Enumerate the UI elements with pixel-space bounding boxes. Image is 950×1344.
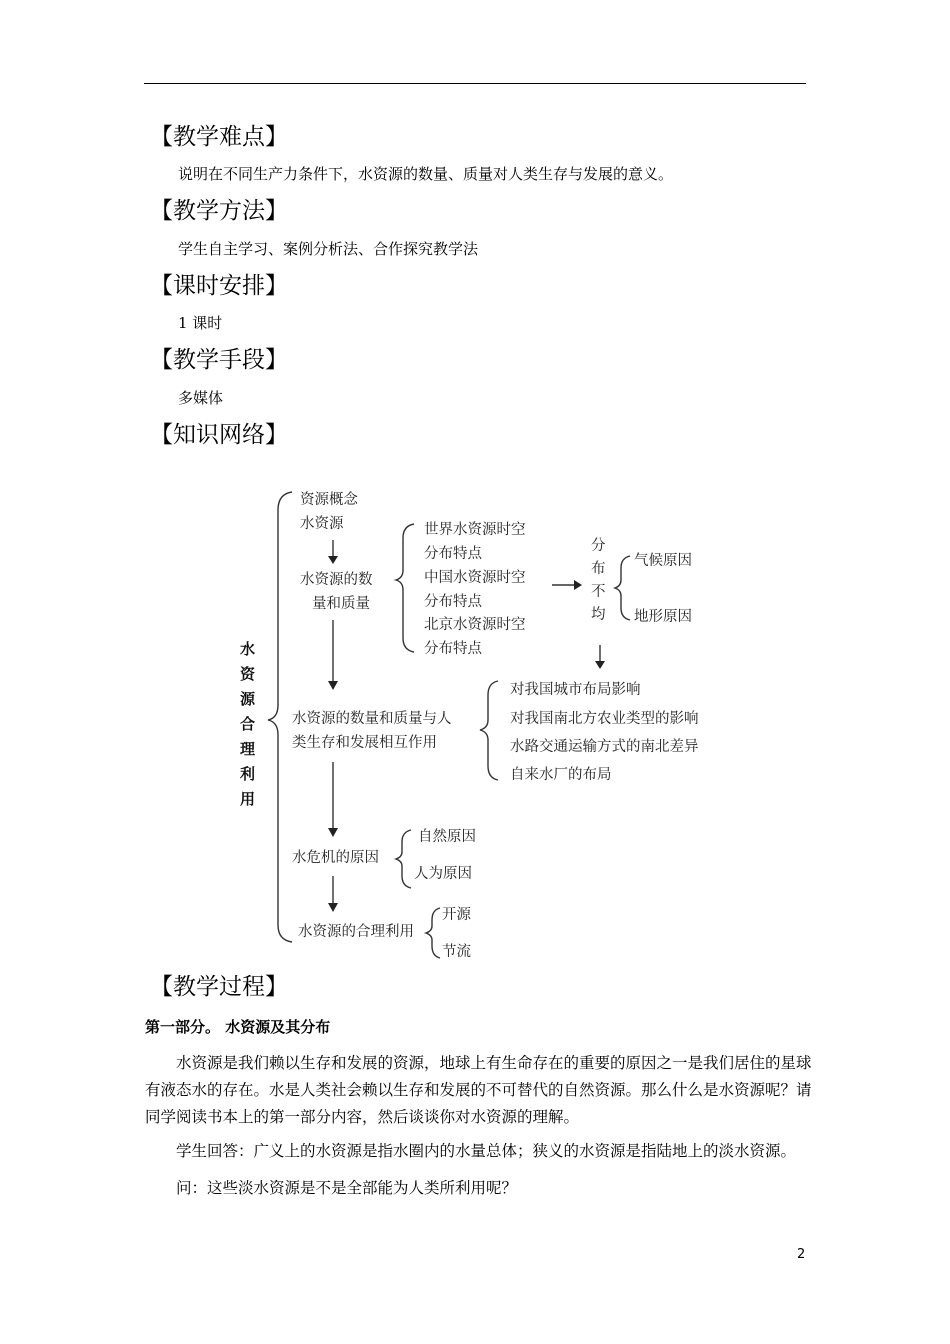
rational-brace: [426, 908, 440, 958]
root-char: 利: [240, 765, 256, 783]
effect-item: 自来水厂的布局: [510, 767, 612, 783]
beijing-distribution-label: 北京水资源时空: [424, 617, 526, 633]
human-cause-label: 人为原因: [414, 866, 472, 882]
interaction-label: 类生存和发展相互作用: [292, 735, 437, 751]
schedule-text: 1 课时: [178, 314, 223, 332]
root-char: 资: [240, 665, 256, 683]
arrow-head: [328, 828, 338, 837]
root-char: 水: [240, 640, 256, 658]
effect-item: 水路交通运输方式的南北差异: [510, 739, 699, 755]
root-brace: [268, 492, 292, 942]
world-distribution-label: 世界水资源时空: [424, 522, 526, 538]
part-one-title: 第一部分。 水资源及其分布: [145, 1018, 331, 1036]
china-distribution-label: 中国水资源时空: [424, 570, 526, 586]
root-char: 理: [240, 740, 256, 758]
root-char: 源: [240, 690, 256, 708]
distribution-brace: [396, 524, 414, 652]
beijing-distribution-label: 分布特点: [424, 641, 482, 657]
method-text: 学生自主学习、案例分析法、合作探究教学法: [178, 240, 479, 258]
paragraph-question: 问：这些淡水资源是不是全部能为人类所利用呢？: [176, 1179, 518, 1197]
rational-use-label: 水资源的合理利用: [298, 924, 414, 940]
paragraph-intro: 水资源是我们赖以生存和发展的资源，地球上有生命存在的重要的原因之一是我们居住的星球有液态水的存在。水是人类社会赖以生存和发展的不可替代的自然资源。那么什么是水资源呢？请同学阅读书本上的第一部分内容，然后谈谈你对水资源的理解。: [145, 1054, 812, 1126]
concept-label: 资源概念: [300, 492, 358, 508]
world-distribution-label: 分布特点: [424, 546, 482, 562]
cause-brace: [615, 556, 630, 620]
climate-cause-label: 气候原因: [634, 553, 692, 569]
qty-quality-label: 量和质量: [312, 596, 370, 612]
qty-quality-label: 水资源的数: [300, 572, 373, 588]
uneven-char: 均: [591, 607, 606, 623]
section-title-process: 【教学过程】: [150, 974, 288, 1000]
section-title-schedule: 【课时安排】: [150, 273, 288, 299]
save-flow-label: 节流: [442, 944, 471, 960]
open-source-label: 开源: [442, 907, 471, 923]
means-text: 多媒体: [178, 389, 224, 407]
paragraph-student-answer: 学生回答：广义上的水资源是指水圈内的水量总体；狭义的水资源是指陆地上的淡水资源。: [176, 1142, 797, 1160]
interaction-label: 水资源的数量和质量与人: [292, 711, 452, 727]
effects-brace: [480, 681, 498, 780]
water-resource-label: 水资源: [300, 516, 344, 532]
uneven-char: 不: [591, 584, 606, 600]
arrow-head: [328, 556, 338, 564]
arrow-head: [574, 580, 582, 590]
effect-item: 对我国城市布局影响: [510, 682, 641, 698]
china-distribution-label: 分布特点: [424, 594, 482, 610]
root-char: 用: [240, 790, 256, 808]
section-title-network: 【知识网络】: [150, 422, 288, 448]
section-title-difficulty: 【教学难点】: [150, 124, 288, 150]
section-title-method: 【教学方法】: [150, 198, 288, 224]
difficulty-text: 说明在不同生产力条件下，水资源的数量、质量对人类生存与发展的意义。: [178, 165, 674, 183]
arrow-head: [595, 661, 605, 669]
terrain-cause-label: 地形原因: [634, 609, 692, 625]
uneven-char: 分: [591, 538, 606, 554]
arrow-head: [328, 681, 338, 690]
arrow-head: [328, 903, 338, 912]
natural-cause-label: 自然原因: [418, 829, 476, 845]
uneven-char: 布: [591, 561, 606, 577]
page-number: 2: [797, 1247, 806, 1262]
water-crisis-label: 水危机的原因: [292, 850, 379, 866]
crisis-brace: [396, 830, 411, 888]
section-title-means: 【教学手段】: [150, 347, 288, 373]
root-char: 合: [240, 715, 256, 733]
effect-item: 对我国南北方农业类型的影响: [510, 711, 699, 727]
